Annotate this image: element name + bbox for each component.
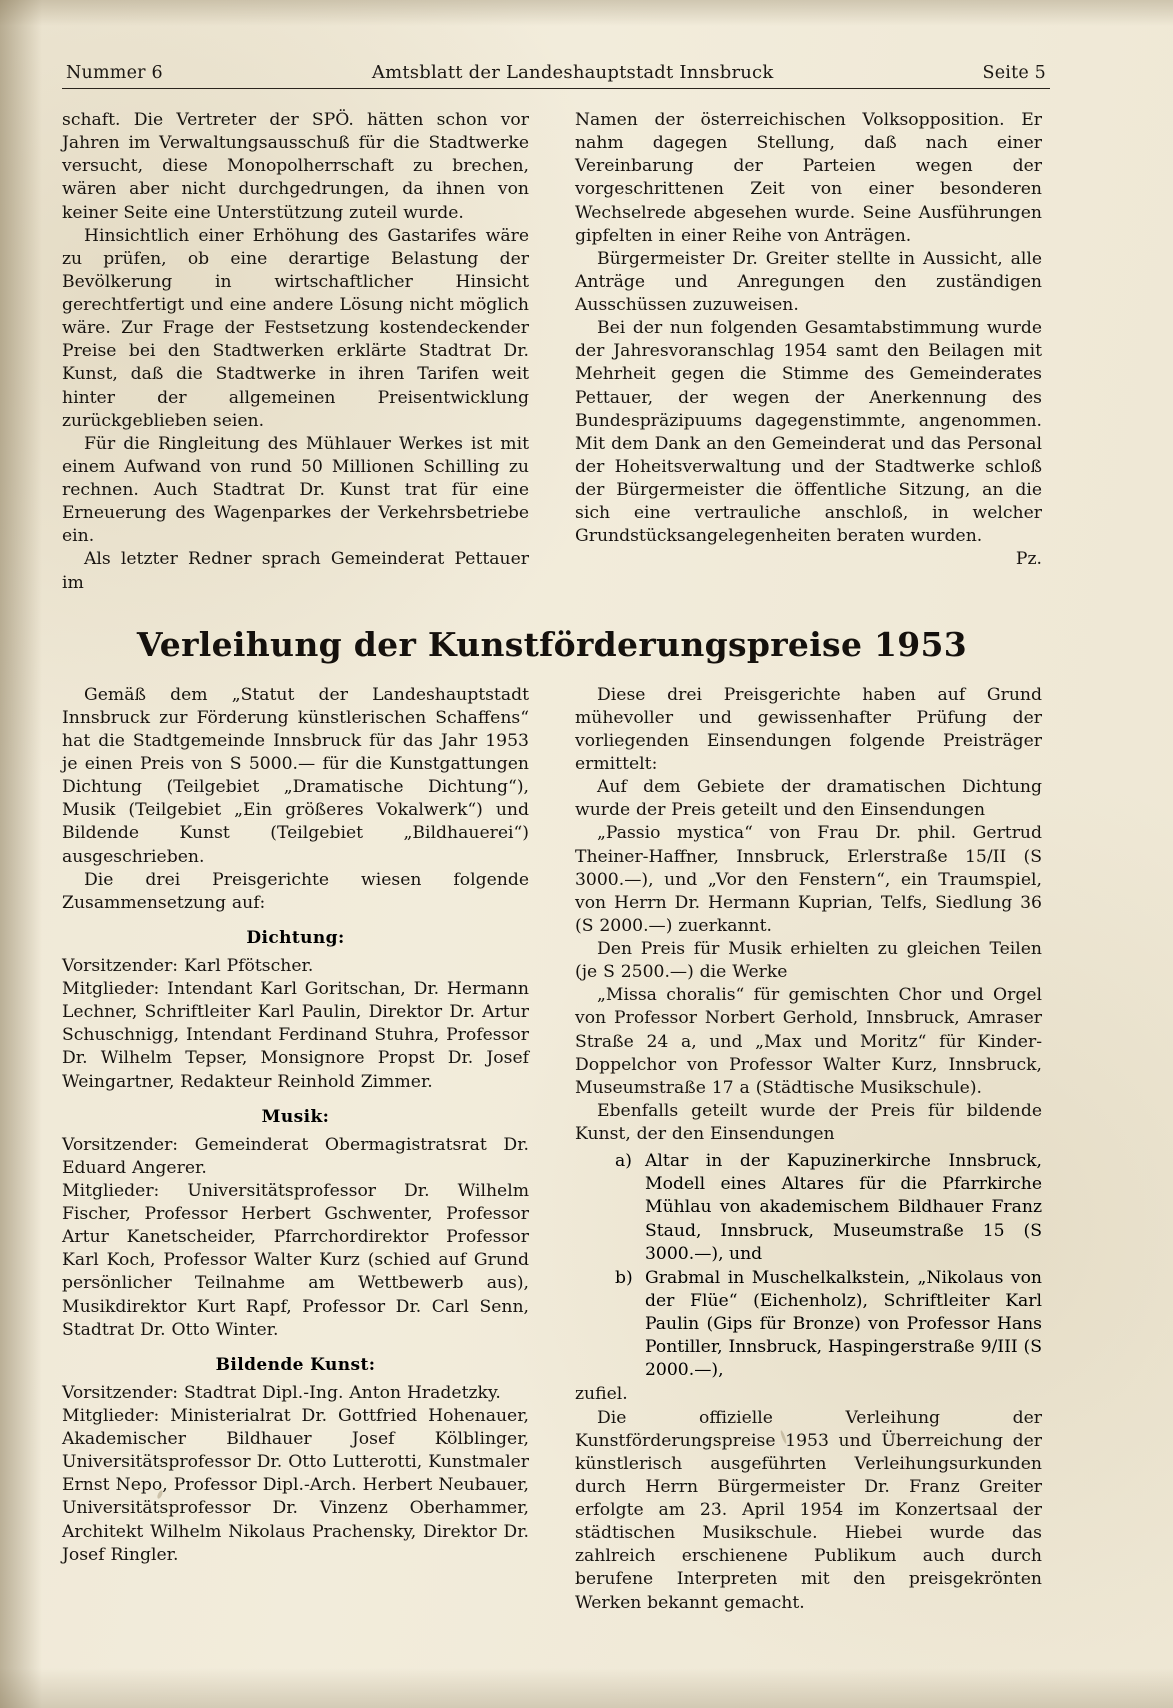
paragraph: Vorsitzender: Karl Pfötscher. xyxy=(62,955,314,976)
list-item xyxy=(615,1267,1042,1383)
paragraph: Diese drei Preisgerichte haben auf Grund mühevoller und gewissenhafter Prüfung der vorliegenden Einsendungen folgende Preisträger ermittelt: xyxy=(575,684,1042,774)
list-item-text: Grabmal in Muschelkalkstein, „Nikolaus von der Flüe“ (Eichenholz), Schriftleiter Karl Paulin (Gips für Bronze) von Professor Hans Pontiller, Innsbruck, Haspingerstraße 9/III (S 2000.—), xyxy=(645,1267,1042,1381)
paragraph: Bürgermeister Dr. Greiter stellte in Aussicht, alle Anträge und Anregungen den zuständigen Ausschüssen zuzuweisen. xyxy=(575,248,1042,315)
paragraph: Für die Ringleitung des Mühlauer Werkes ist mit einem Aufwand von rund 50 Millionen Schilling zu rechnen. Auch Stadtrat Dr. Kunst trat für eine Erneuerung des Wagenparkes der Verkehrsbetriebe ein. xyxy=(62,433,529,547)
paragraph: Auf dem Gebiete der dramatischen Dichtung wurde der Preis geteilt und den Einsendungen xyxy=(575,777,1042,821)
paragraph: schaft. Die Vertreter der SPÖ. hätten schon vor Jahren im Verwaltungsausschuß für die Stadtwerke versucht, diese Monopolherrschaft zu brechen, wären aber nicht durchgedrungen, da ihnen von keiner Seite eine Unterstützung zuteil wurde. xyxy=(62,110,529,223)
subheading-dichtung: Dichtung: xyxy=(246,927,345,948)
section-right-column xyxy=(575,684,1042,1615)
article-signature: Pz. xyxy=(1015,549,1042,570)
article-top-columns xyxy=(62,109,1042,595)
paragraph: Den Preis für Musik erhielten zu gleichen Teilen (je S 2500.—) die Werke xyxy=(575,939,1042,983)
paragraph: Vorsitzender: Stadtrat Dipl.-Ing. Anton Hradetzky. xyxy=(62,1382,501,1403)
paragraph: „Missa choralis“ für gemischten Chor und Orgel von Professor Norbert Gerhold, Innsbruck, Amraser Straße 24 a, und „Max und Moritz“ für Kinder-Doppelchor von Professor Walter Kurz, Innsbruck, Museumstraße 17 a (Städtische Musikschule). xyxy=(575,985,1042,1098)
section-title: Verleihung der Kunstförderungspreise 1953 xyxy=(136,624,968,664)
page-gutter-shadow xyxy=(0,0,42,1708)
paragraph: Mitglieder: Intendant Karl Goritschan, Dr. Hermann Lechner, Schriftleiter Karl Paulin, Direktor Dr. Artur Schuschnigg, Intendant Ferdinand Stuhra, Professor Dr. Wilhelm Tepser, Monsignore Propst Dr. Josef Weingartner, Redakteur Reinhold Zimmer. xyxy=(62,979,529,1092)
running-head-right: Seite 5 xyxy=(982,63,1046,83)
award-list xyxy=(575,1150,1042,1382)
running-head-left: Nummer 6 xyxy=(66,63,163,83)
section-left-column xyxy=(62,684,529,1615)
paragraph-after-list: zufiel. xyxy=(575,1384,628,1405)
list-item-marker: b) xyxy=(615,1267,633,1288)
paragraph: Ebenfalls geteilt wurde der Preis für bildende Kunst, der den Einsendungen xyxy=(575,1100,1042,1144)
list-item-marker: a) xyxy=(615,1151,632,1172)
paragraph: Als letzter Redner sprach Gemeinderat Pettauer im xyxy=(62,549,529,593)
running-head xyxy=(62,62,1050,89)
article-top-right-column xyxy=(575,109,1042,595)
article-top-left-column xyxy=(62,109,529,595)
paragraph: Vorsitzender: Gemeinderat Obermagistratsrat Dr. Eduard Angerer. xyxy=(62,1134,529,1178)
paragraph: „Passio mystica“ von Frau Dr. phil. Gertrud Theiner-Haffner, Innsbruck, Erlerstraße 15/II (S 3000.—), und „Vor den Fenstern“, ein Traumspiel, von Herrn Dr. Hermann Kuprian, Telfs, Siedlung 36 (S 2000.—) zuerkannt. xyxy=(575,823,1042,936)
paragraph: Gemäß dem „Statut der Landeshauptstadt Innsbruck zur Förderung künstlerischen Schaffens“ hat die Stadtgemeinde Innsbruck für das Jahr 1953 je einen Preis von S 5000.— für die Kunstgattungen Dichtung (Teilgebiet „Dramatische Dichtung“), Musik (Teilgebiet „Ein größeres Vokalwerk“) und Bildende Kunst (Teilgebiet „Bildhauerei“) ausgeschrieben. xyxy=(62,684,529,867)
subheading-musik: Musik: xyxy=(261,1106,330,1127)
list-item-text: Altar in der Kapuzinerkirche Innsbruck, Modell eines Altares für die Pfarrkirche Mühlau von akademischem Bildhauer Franz Staud, Innsbruck, Museumstraße 15 (S 3000.—), und xyxy=(645,1151,1042,1264)
page-top-shadow xyxy=(0,0,1173,26)
page-bottom-shadow xyxy=(0,1668,1173,1708)
running-head-center: Amtsblatt der Landeshauptstadt Innsbruck xyxy=(371,62,774,83)
section-columns xyxy=(62,684,1042,1615)
paragraph: Bei der nun folgenden Gesamtabstimmung wurde der Jahresvoranschlag 1954 samt den Beilagen mit Mehrheit gegen die Stimme des Gemeinderates Pettauer, der wegen der Anerkennung des Bundespräzipuums dagegenstimmte, angenommen. Mit dem Dank an den Gemeinderat und das Personal der Hoheitsverwaltung und der Stadtwerke schloß der Bürgermeister die öffentliche Sitzung, an die sich eine vertrauliche anschloß, in welcher Grundstücksangelegenheiten beraten wurden. xyxy=(575,318,1042,547)
paragraph: Hinsichtlich einer Erhöhung des Gastarifes wäre zu prüfen, ob eine derartige Belastung der Bevölkerung in wirtschaftlicher Hinsicht gerechtfertigt und eine andere Lösung nicht möglich wäre. Zur Frage der Festsetzung kostendeckender Preise bei den Stadtwerken erklärte Stadtrat Dr. Kunst, daß die Stadtwerke in ihren Tarifen weit hinter der allgemeinen Preisentwicklung zurückgeblieben seien. xyxy=(62,225,529,431)
paragraph: Namen der österreichischen Volksopposition. Er nahm dagegen Stellung, daß nach einer Vereinbarung der Parteien wegen der vorgeschrittenen Zeit von einer besonderen Wechselrede abgesehen wurde. Seine Ausführungen gipfelten in einer Reihe von Anträgen. xyxy=(575,110,1042,246)
paragraph: Mitglieder: Ministerialrat Dr. Gottfried Hohenauer, Akademischer Bildhauer Josef Kölblinger, Universitätsprofessor Dr. Otto Lutterotti, Kunstmaler Ernst Nepo, Professor Dipl.-Arch. Herbert Neubauer, Universitätsprofessor Dr. Vinzenz Oberhammer, Architekt Wilhelm Nikolaus Prachensky, Direktor Dr. Josef Ringler. xyxy=(62,1405,529,1565)
subheading-bildende-kunst: Bildende Kunst: xyxy=(215,1354,376,1375)
paragraph: Die drei Preisgerichte wiesen folgende Zusammensetzung auf: xyxy=(62,869,529,913)
paragraph: Mitglieder: Universitätsprofessor Dr. Wilhelm Fischer, Professor Herbert Gschwenter, Professor Artur Kanetscheider, Pfarrchordirektor Professor Karl Koch, Professor Walter Kurz (schied auf Grund persönlicher Teilnahme am Wettbewerb aus), Musikdirektor Kurt Rapf, Professor Dr. Carl Senn, Stadtrat Dr. Otto Winter. xyxy=(62,1180,529,1340)
paragraph: Die offizielle Verleihung der Kunstförderungspreise 1953 und Überreichung der künstlerisch ausgeführten Verleihungsurkunden durch Herrn Bürgermeister Dr. Franz Greiter erfolgte am 23. April 1954 im Konzertsaal der städtischen Musikschule. Hiebei wurde das zahlreich erschienene Publikum auch durch berufene Interpreten mit den preisgekrönten Werken bekannt gemacht. xyxy=(575,1407,1042,1613)
list-item xyxy=(615,1150,1042,1266)
page-content xyxy=(62,62,1062,1615)
